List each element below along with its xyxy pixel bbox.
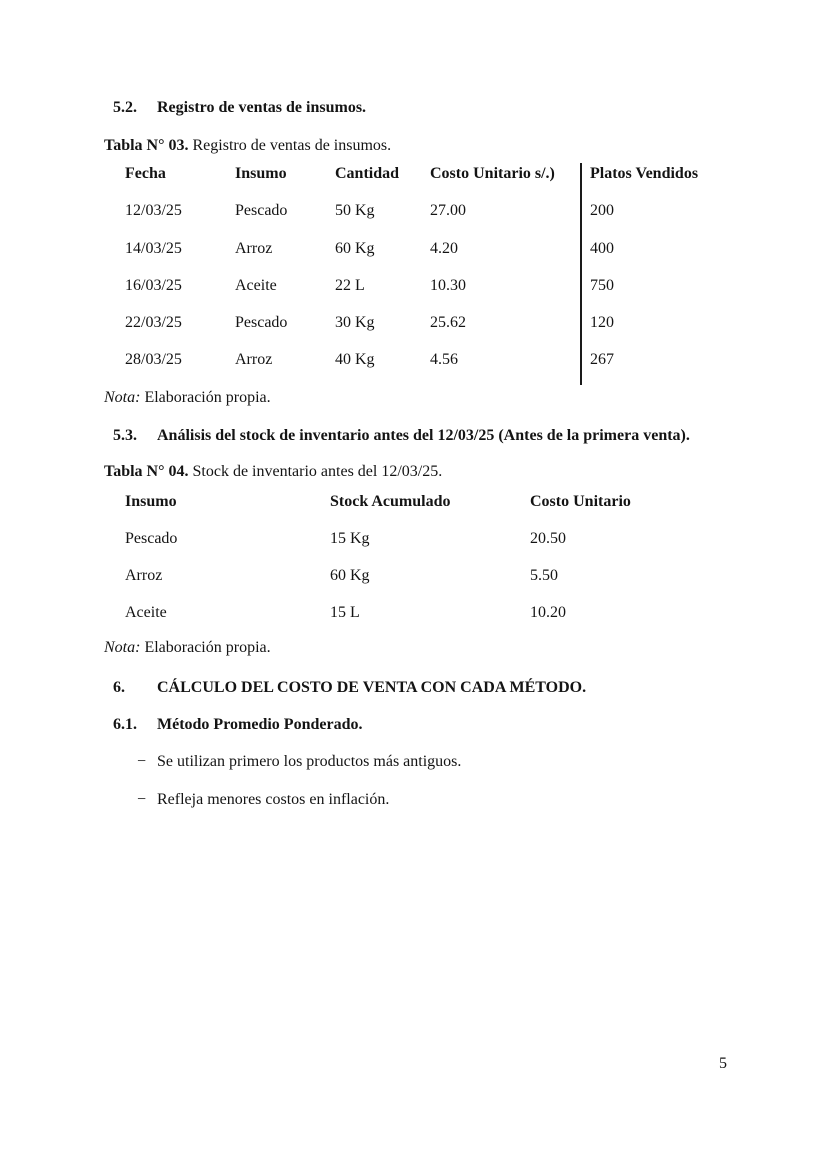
list-item-text: Se utilizan primero los productos más antiguos.: [157, 753, 462, 770]
table-row: [125, 567, 765, 589]
section-heading-5-3: [113, 426, 690, 446]
section-heading-5-2: [113, 98, 366, 118]
cell-costo: 25.62: [430, 314, 466, 331]
table3-caption-label: Tabla N° 03.: [104, 137, 189, 154]
dash-bullet: −: [137, 791, 147, 808]
table3-nota: [104, 388, 271, 408]
table-row: [125, 240, 765, 262]
cell-insumo: Pescado: [235, 202, 288, 219]
cell-cantidad: 22 L: [335, 277, 365, 294]
cell-costo: 4.56: [430, 351, 458, 368]
table4-caption: [104, 462, 442, 482]
page-number: 5: [719, 1055, 727, 1072]
cell-costo: 4.20: [430, 240, 458, 257]
table4-header-row: [125, 493, 765, 515]
cell-insumo: Aceite: [125, 604, 167, 621]
cell-platos: 267: [590, 351, 614, 368]
cell-fecha: 22/03/25: [125, 314, 182, 331]
table3-header-costo-unitario: Costo Unitario s/.): [430, 165, 555, 182]
list-item: [137, 752, 461, 772]
table-row: [125, 277, 765, 299]
table4-caption-text: Stock de inventario antes del 12/03/25.: [188, 463, 443, 480]
cell-platos: 200: [590, 202, 614, 219]
cell-cantidad: 60 Kg: [335, 240, 375, 257]
section-number: 6.: [113, 679, 125, 696]
cell-costo: 10.30: [430, 277, 466, 294]
section-heading-6: [113, 678, 586, 698]
nota-text: Elaboración propia.: [140, 639, 271, 656]
cell-platos: 400: [590, 240, 614, 257]
cell-fecha: 28/03/25: [125, 351, 182, 368]
section-number: 5.3.: [113, 427, 137, 444]
cell-platos: 120: [590, 314, 614, 331]
table3-header-fecha: Fecha: [125, 165, 166, 182]
cell-cantidad: 50 Kg: [335, 202, 375, 219]
table4-header-insumo: Insumo: [125, 493, 177, 510]
dash-bullet: −: [137, 753, 147, 770]
cell-platos: 750: [590, 277, 614, 294]
table-row: [125, 530, 765, 552]
table4-nota: [104, 638, 271, 658]
list-item-text: Refleja menores costos en inflación.: [157, 791, 390, 808]
cell-cantidad: 30 Kg: [335, 314, 375, 331]
table-row: [125, 351, 765, 373]
cell-costo: 20.50: [530, 530, 566, 547]
section-number: 6.1.: [113, 716, 137, 733]
table3-header-cantidad: Cantidad: [335, 165, 400, 182]
nota-text: Elaboración propia.: [140, 389, 271, 406]
table-row: [125, 314, 765, 336]
table4-header-stock-acumulado: Stock Acumulado: [330, 493, 451, 510]
section-title: CÁLCULO DEL COSTO DE VENTA CON CADA MÉTODO.: [157, 679, 587, 696]
cell-insumo: Pescado: [125, 530, 178, 547]
cell-fecha: 14/03/25: [125, 240, 182, 257]
section-number: 5.2.: [113, 99, 137, 116]
cell-insumo: Arroz: [235, 240, 273, 257]
cell-insumo: Arroz: [125, 567, 163, 584]
table3-column-divider: [580, 163, 582, 385]
cell-insumo: Arroz: [235, 351, 273, 368]
table4-caption-label: Tabla N° 04.: [104, 463, 189, 480]
nota-label: Nota:: [104, 389, 141, 406]
section-title: Método Promedio Ponderado.: [157, 716, 363, 733]
table4-header-costo-unitario: Costo Unitario: [530, 493, 631, 510]
section-heading-6-1: [113, 715, 362, 735]
cell-fecha: 12/03/25: [125, 202, 182, 219]
section-title: Registro de ventas de insumos.: [157, 99, 367, 116]
cell-cantidad: 40 Kg: [335, 351, 375, 368]
table3-caption: [104, 136, 391, 156]
table3-header-platos-vendidos: Platos Vendidos: [590, 165, 699, 182]
cell-costo: 27.00: [430, 202, 466, 219]
table3-caption-text: Registro de ventas de insumos.: [188, 137, 392, 154]
table3-header-row: [125, 165, 765, 187]
cell-costo: 5.50: [530, 567, 558, 584]
cell-insumo: Pescado: [235, 314, 288, 331]
cell-insumo: Aceite: [235, 277, 277, 294]
cell-costo: 10.20: [530, 604, 566, 621]
cell-stock: 60 Kg: [330, 567, 370, 584]
table-row: [125, 202, 765, 224]
cell-stock: 15 Kg: [330, 530, 370, 547]
table-row: [125, 604, 765, 626]
table3-header-insumo: Insumo: [235, 165, 287, 182]
nota-label: Nota:: [104, 639, 141, 656]
cell-fecha: 16/03/25: [125, 277, 182, 294]
cell-stock: 15 L: [330, 604, 360, 621]
section-title: Análisis del stock de inventario antes del 12/03/25 (Antes de la primera venta).: [157, 427, 690, 444]
list-item: [137, 790, 389, 810]
